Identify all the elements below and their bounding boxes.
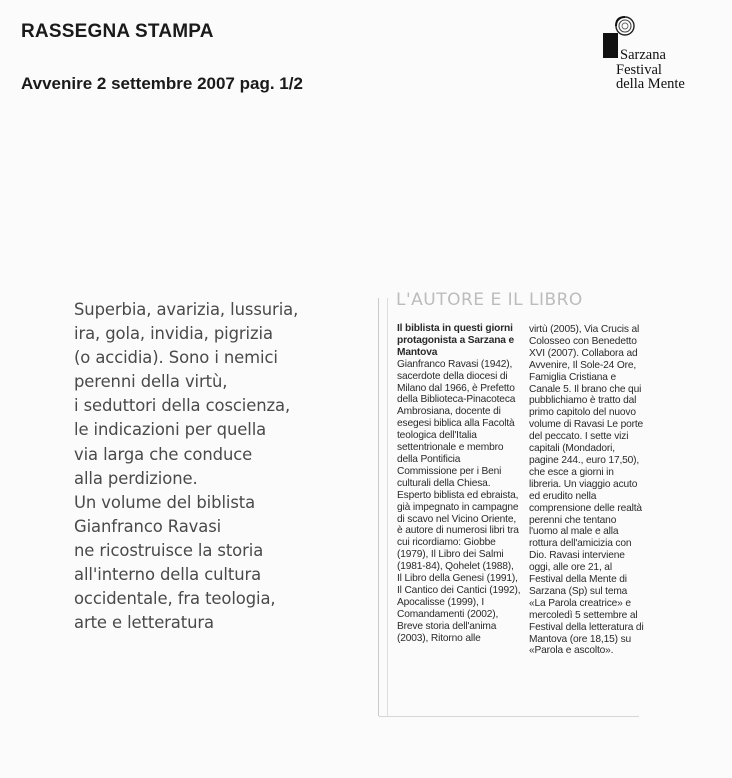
festival-logo (603, 14, 713, 94)
divider-vertical (378, 298, 379, 716)
logo-line1: Sarzana (620, 47, 666, 63)
header-title: RASSEGNA STAMPA (21, 21, 214, 42)
box-column-2 (529, 324, 644, 657)
header-subtitle: Avvenire 2 settembre 2007 pag. 1/2 (21, 74, 303, 93)
box-lead: Il biblista in questi giorni protagonista a Sarzana e Mantova (397, 323, 514, 358)
box-col1-text: Gianfranco Ravasi (1942), sacerdote della diocesi di Milano dal 1966, è Prefetto della Biblioteca-Pinacoteca Ambrosiana, docente di esegesi biblica alla Facoltà teologica dell'Italia settentrionale e membro della Pontificia Commissione per i Beni culturali della Chiesa. Esperto biblista ed ebraista, già impegnato in campagne di scavo nel Vicino Oriente, è autore di numerosi libri tra cui ricordiamo: Giobbe (1979), Il Libro dei Salmi (1981-84), Qohelet (1988), Il Libro della Genesi (1991), Il Cantico dei Cantici (1992), Apocalisse (1999), I Comandamenti (2002), Breve storia dell'anima (2003), Ritorno alle (397, 358, 521, 644)
logo-line3: della Mente (616, 76, 685, 92)
box-column-1 (397, 323, 521, 644)
box-title: L'AUTORE E IL LIBRO (396, 290, 583, 310)
intro-paragraph: Superbia, avarizia, lussuria, ira, gola, invidia, pigrizia (o accidia). Sono i nemici perenni della virtù, i seduttori della coscienza, le indicazioni per quella via larga che conduce alla perdizione. Un volume del biblista Gianfranco Ravasi ne ricostruisce la storia all'interno della cultura occidentale, fra teologia, arte e letteratura (74, 300, 299, 633)
divider-vertical-inner (387, 298, 388, 716)
divider-horizontal (379, 716, 639, 717)
box-col2-text: virtù (2005), Via Crucis al Colosseo con Benedetto XVI (2007). Collabora ad Avvenire, Il Sole-24 Ore, Famiglia Cristiana e Canale 5. Il brano che qui pubblichiamo è tratto dal primo capitolo del nuovo volume di Ravasi Le porte del peccato. I sette vizi capitali (Mondadori, pagine 244., euro 17,50), che esce a giorni in libreria. Un viaggio acuto ed erudito nella comprensione delle realtà perenni che tentano l'uomo al male e alla rottura dell'amicizia con Dio. Ravasi interviene oggi, alle ore 21, al Festival della Mente di Sarzana (Sp) sul tema «La Parola creatrice» e mercoledì 5 settembre al Festival della letteratura di Mantova (ore 18,15) su «Parola e ascolto». (529, 324, 644, 657)
logo-text (616, 47, 685, 92)
logo-line2: Festival (616, 61, 662, 78)
press-header (21, 20, 303, 95)
